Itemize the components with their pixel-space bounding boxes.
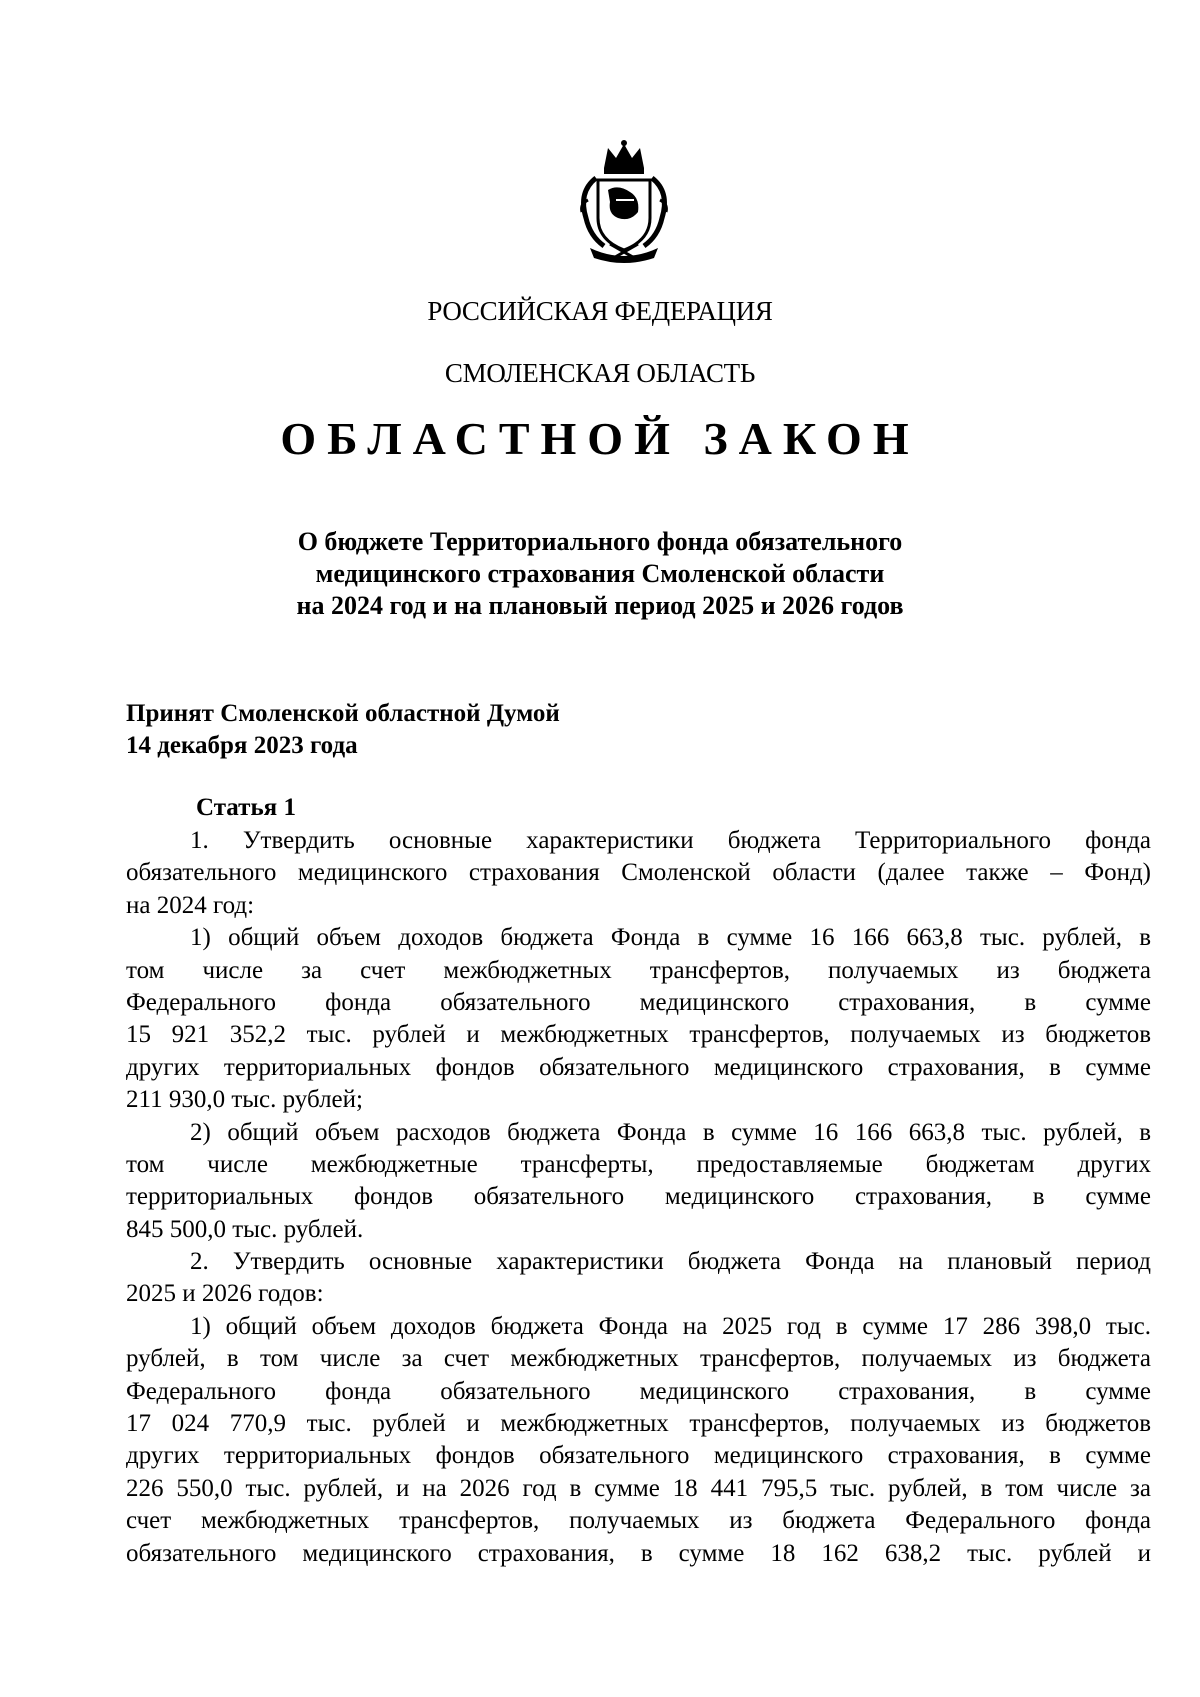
body-line: обязательного медицинского страхования, в сумме 18 162 638,2 тыс. рублей и	[126, 1539, 1151, 1567]
law-title-line: медицинского страхования Смоленской области	[315, 559, 885, 588]
law-title	[250, 526, 950, 622]
body-line: 2. Утвердить основные характеристики бюджета Фонда на плановый период	[190, 1248, 1151, 1276]
body-line: 226 550,0 тыс. рублей, и на 2026 год в сумме 18 441 795,5 тыс. рублей, в том числе за	[126, 1474, 1151, 1502]
body-line: 2) общий объем расходов бюджета Фонда в сумме 16 166 663,8 тыс. рублей, в	[190, 1118, 1151, 1146]
body-line: на 2024 год:	[126, 891, 255, 919]
body-line: 845 500,0 тыс. рублей.	[126, 1215, 364, 1243]
body-line: 1) общий объем доходов бюджета Фонда в сумме 16 166 663,8 тыс. рублей, в	[190, 924, 1151, 952]
body-line: других территориальных фондов обязательного медицинского страхования, в сумме	[126, 1442, 1151, 1470]
law-title-line: О бюджете Территориального фонда обязательного	[297, 527, 903, 556]
body-line: том числе за счет межбюджетных трансфертов, получаемых из бюджета	[126, 956, 1151, 984]
coat-of-arms-icon	[560, 140, 688, 266]
body-line: том числе межбюджетные трансферты, предоставляемые бюджетам других	[126, 1150, 1151, 1178]
body-line: территориальных фондов обязательного медицинского страхования, в сумме	[126, 1183, 1151, 1211]
body-line: 1. Утвердить основные характеристики бюджета Территориального фонда	[190, 827, 1151, 854]
country-heading: РОССИЙСКАЯ ФЕДЕРАЦИЯ	[427, 296, 773, 326]
body-line: других территориальных фондов обязательного медицинского страхования, в сумме	[126, 1053, 1151, 1081]
adoption-date: 14 декабря 2023 года	[126, 732, 358, 759]
body-line: 17 024 770,9 тыс. рублей и межбюджетных трансфертов, получаемых из бюджетов	[126, 1410, 1151, 1438]
body-line: Федерального фонда обязательного медицинского страхования, в сумме	[126, 988, 1151, 1016]
body-line: счет межбюджетных трансфертов, получаемых из бюджета Федерального фонда	[126, 1507, 1151, 1535]
body-line: рублей, в том числе за счет межбюджетных трансфертов, получаемых из бюджета	[126, 1345, 1151, 1373]
document-type-heading: ОБЛАСТНОЙ ЗАКОН	[280, 413, 920, 464]
body-line: 2025 и 2026 годов:	[126, 1280, 324, 1308]
body-line: обязательного медицинского страхования Смоленской области (далее также – Фонд)	[126, 859, 1151, 887]
adoption-note	[126, 698, 560, 762]
body-line: 211 930,0 тыс. рублей;	[126, 1086, 363, 1114]
region-heading: СМОЛЕНСКАЯ ОБЛАСТЬ	[444, 358, 756, 388]
article-heading: Статья 1	[196, 794, 296, 821]
body-line: 15 921 352,2 тыс. рублей и межбюджетных трансфертов, получаемых из бюджетов	[126, 1021, 1151, 1049]
body-line: Федерального фонда обязательного медицинского страхования, в сумме	[126, 1377, 1151, 1405]
law-title-line: на 2024 год и на плановый период 2025 и 2026 годов	[296, 591, 904, 620]
adoption-body: Принят Смоленской областной Думой	[126, 700, 560, 727]
article-body	[126, 825, 1151, 1570]
body-line: 1) общий объем доходов бюджета Фонда на 2025 год в сумме 17 286 398,0 тыс.	[190, 1312, 1151, 1340]
